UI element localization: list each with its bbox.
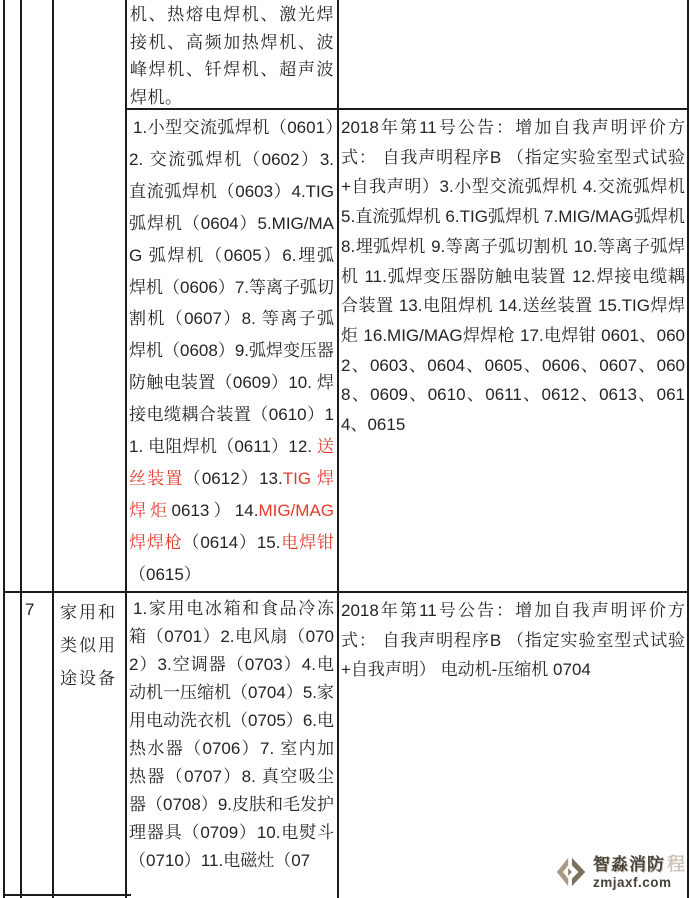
watermark-brand-name: 智淼消防	[593, 854, 665, 874]
row7-announcement-cell: 2018年第11号公告：增加自我声明评价方式： 自我声明程序B （指定实验室型式试验+自我声明） 电动机-压缩机 0704	[339, 593, 689, 898]
row6-announcement-empty-cell	[339, 0, 689, 110]
number-cell-row6	[22, 0, 54, 593]
zhimiao-logo-icon	[554, 855, 588, 889]
row6-description-cell: 机、热熔电焊机、激光焊接机、高频加热焊机、波峰焊机、钎焊机、超声波焊机。	[127, 0, 339, 110]
row6-products-cell: 1.小型交流弧焊机（0601）2. 交流弧焊机（0602）3. 直流弧焊机（0603）4.TIG 弧焊机（0604）5.MIG/MAG 弧焊机（0605）6.埋弧焊机（0606）7.等离子弧切割机（0607）8. 等离子弧焊机（0608）9.弧焊变压器防触电装置（0609）10. 焊接电缆耦合装置（0610）11. 电阻焊机（0611）12. 送丝装置（0612）13.TIG 焊焊炬0613）14.MIG/MAG 焊焊枪（0614）15.电焊钳（0615）	[127, 110, 339, 593]
left-margin-cell-row7	[5, 593, 22, 898]
ccc-product-table	[3, 0, 689, 898]
category-cell-row6	[54, 0, 127, 593]
watermark-text-block	[593, 855, 685, 890]
row7-category-cell: 家用和类似用途设备	[54, 593, 127, 898]
watermark-site-url: zmjaxf.com	[593, 874, 672, 890]
row7-number-cell: 7	[22, 593, 54, 898]
row7-products-cell: 1.家用电冰箱和食品冷冻箱（0701）2.电风扇（0702）3.空调器（0703）4.电动机一压缩机（0704）5.家用电动洗衣机（0705）6.电热水器（0706）7. 室内加热器（0707）8. 真空吸尘器（0708）9.皮肤和毛发护理器具（0709）10.电熨斗（0710）11.电磁灶（07	[127, 593, 339, 898]
watermark-brand-row	[593, 855, 685, 874]
row6-announcement-cell: 2018年第11号公告：增加自我声明评价方式： 自我声明程序B （指定实验室型式试验+自我声明）3.小型交流弧焊机 4.交流弧焊机 5.直流弧焊机 6.TIG弧焊机 7.MIG/MAG弧焊机 8.埋弧焊机 9.等离子弧切割机 10.等离子弧焊机 11.弧焊变压器防触电装置 12.焊接电缆耦合装置 13.电阻焊机 14.送丝装置 15.TIG焊焊炬 16.MIG/MAG焊焊枪 17.电焊钳 0601、0602、0603、0604、0605、0606、0607、0608、0609、0610、0611、0612、0613、0614、0615	[339, 110, 689, 593]
site-watermark	[548, 853, 687, 892]
watermark-faint-char: 程	[667, 853, 685, 874]
bottom-row-divider-fragment	[3, 894, 131, 896]
left-margin-cell-row6	[5, 0, 22, 593]
